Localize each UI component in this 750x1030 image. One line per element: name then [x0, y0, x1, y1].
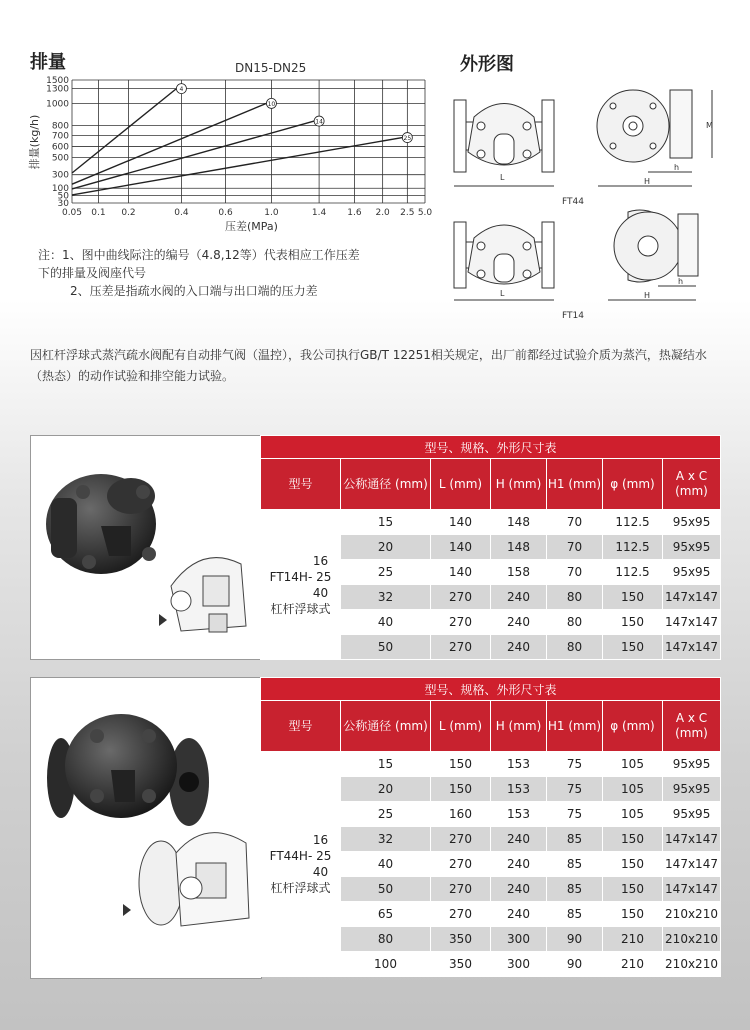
column-header: φ (mm): [603, 459, 663, 510]
table-cell: 25: [341, 802, 431, 827]
table-cell: 25: [341, 560, 431, 585]
table-cell: 95x95: [663, 510, 721, 535]
x-tick-label: 1.4: [311, 208, 327, 218]
table-cell: 300: [491, 927, 547, 952]
table-cell: 20: [341, 777, 431, 802]
column-header: 公称通径 (mm): [341, 459, 431, 510]
table-cell: 210x210: [663, 902, 721, 927]
table-cell: 147x147: [663, 585, 721, 610]
table-cell: 147x147: [663, 852, 721, 877]
table-cell: 210: [603, 927, 663, 952]
table-cell: 270: [431, 610, 491, 635]
ft44-dim-M: M: [706, 121, 713, 130]
y-tick-label: 500: [51, 153, 69, 164]
model-line: 16: [312, 833, 329, 847]
table-cell: 90: [547, 952, 603, 977]
y-tick-label: 1300: [46, 84, 69, 95]
table-cell: 150: [431, 752, 491, 777]
column-header: H1 (mm): [547, 701, 603, 752]
ft14-product-illustration: [31, 436, 261, 659]
ft44-product-illustration: [31, 678, 261, 978]
table-cell: 270: [431, 827, 491, 852]
table-cell: 95x95: [663, 560, 721, 585]
ft44-spec-table: [260, 677, 721, 977]
x-tick-label: 0.05: [61, 208, 83, 218]
table-cell: 148: [491, 535, 547, 560]
y-tick-label: 50: [57, 191, 69, 202]
x-axis-label: 压差(MPa): [225, 220, 278, 233]
table-cell: 240: [491, 827, 547, 852]
series-line-4: [72, 89, 176, 173]
table-cell: 240: [491, 585, 547, 610]
table-cell: 270: [431, 877, 491, 902]
table-cell: 70: [547, 510, 603, 535]
y-tick-label: 600: [51, 142, 69, 153]
y-axis-label: 排量(kg/h): [28, 114, 41, 170]
table-cell: 240: [491, 902, 547, 927]
table-cell: 153: [491, 777, 547, 802]
table-cell: 20: [341, 535, 431, 560]
discharge-title: 排量: [30, 52, 66, 73]
table-cell: 140: [431, 510, 491, 535]
table-cell: 210: [603, 952, 663, 977]
table-cell: 80: [547, 610, 603, 635]
y-tick-label: 1500: [46, 76, 69, 86]
table-cell: 210x210: [663, 952, 721, 977]
table-cell: 350: [431, 952, 491, 977]
ft44-photo-panel: [30, 677, 262, 979]
x-tick-label: 0.4: [174, 208, 189, 218]
table-cell: 105: [603, 802, 663, 827]
model-line: 40: [312, 865, 329, 879]
table-cell: 85: [547, 852, 603, 877]
table-cell: 140: [431, 560, 491, 585]
table-cell: 105: [603, 752, 663, 777]
ft44-spec-table-wrap: [260, 677, 720, 977]
outline-drawings: [448, 82, 738, 322]
ft14-dim-H: H: [644, 291, 651, 300]
table-cell: 112.5: [603, 510, 663, 535]
table-cell: 112.5: [603, 560, 663, 585]
table-cell: 147x147: [663, 877, 721, 902]
x-tick-label: 5.0: [417, 208, 433, 218]
table-cell: 65: [341, 902, 431, 927]
column-header: 型号: [261, 701, 341, 752]
table-cell: 150: [603, 902, 663, 927]
ft14-spec-table-wrap: [260, 435, 720, 660]
table-cell: 240: [491, 635, 547, 660]
discharge-chart-svg: [20, 58, 440, 243]
ft14-photo-panel: [30, 435, 262, 660]
x-tick-label: 2.5: [400, 208, 415, 218]
model-line: FT14H- 25: [269, 569, 332, 584]
table-cell: 32: [341, 585, 431, 610]
table-cell: 350: [431, 927, 491, 952]
table-cell: 105: [603, 777, 663, 802]
table-cell: 300: [491, 952, 547, 977]
x-tick-label: 0.2: [121, 208, 136, 218]
x-tick-label: 2.0: [375, 208, 390, 218]
ft44-dim-L: L: [500, 173, 505, 182]
column-header: 型号: [261, 459, 341, 510]
table-cell: 40: [341, 852, 431, 877]
table-cell: 112.5: [603, 535, 663, 560]
table-cell: 15: [341, 752, 431, 777]
column-header: L (mm): [431, 701, 491, 752]
table-cell: 140: [431, 535, 491, 560]
table-cell: 80: [341, 927, 431, 952]
column-header: A x C (mm): [663, 701, 721, 752]
x-tick-label: 1.0: [264, 208, 279, 218]
note-line-3: 2、压差是指疏水阀的入口端与出口端的压力差: [70, 284, 318, 298]
ft14-product-block: [30, 435, 720, 660]
model-line: 杠杆浮球式: [270, 881, 331, 895]
ft44-label: FT44: [562, 197, 584, 207]
model-cell: [261, 752, 341, 977]
series-label-4: 4: [179, 86, 184, 94]
x-tick-label: 0.6: [218, 208, 233, 218]
table-caption: 型号、规格、外形尺寸表: [261, 678, 721, 701]
y-tick-label: 800: [51, 121, 69, 132]
table-cell: 40: [341, 610, 431, 635]
model-line: 16: [312, 553, 329, 568]
column-header: φ (mm): [603, 701, 663, 752]
x-tick-label: 0.1: [91, 208, 106, 218]
x-tick-label: 1.6: [347, 208, 362, 218]
chart-notes: [38, 246, 438, 300]
series-label-14: 14: [315, 118, 323, 126]
table-cell: 150: [603, 827, 663, 852]
model-line: 40: [312, 585, 329, 600]
table-cell: 95x95: [663, 802, 721, 827]
table-cell: 80: [547, 635, 603, 660]
model-line: FT44H- 25: [269, 849, 332, 863]
ft44-dim-H: H: [644, 177, 651, 186]
ft44-dim-h: h: [674, 163, 680, 172]
column-header: H1 (mm): [547, 459, 603, 510]
table-cell: 150: [603, 585, 663, 610]
ft14-spec-table: [260, 435, 721, 660]
y-tick-label: 1000: [46, 99, 69, 110]
table-cell: 15: [341, 510, 431, 535]
series-line-14: [72, 121, 314, 189]
table-cell: 150: [431, 777, 491, 802]
chart-title: DN15-DN25: [235, 61, 307, 75]
table-cell: 75: [547, 752, 603, 777]
table-cell: 85: [547, 877, 603, 902]
table-cell: 147x147: [663, 827, 721, 852]
y-tick-label: 100: [51, 184, 69, 195]
table-row: [261, 752, 721, 777]
note-line-1: 注：1、图中曲线际注的编号（4.8,12等）代表相应工作压差: [38, 248, 360, 262]
y-tick-label: 700: [51, 131, 69, 142]
outline-title: 外形图: [460, 54, 514, 75]
ft14-dim-L: L: [500, 289, 505, 298]
table-cell: 50: [341, 635, 431, 660]
table-cell: 270: [431, 585, 491, 610]
table-cell: 85: [547, 902, 603, 927]
table-cell: 75: [547, 777, 603, 802]
column-header: A x C (mm): [663, 459, 721, 510]
model-cell: [261, 510, 341, 660]
column-header: L (mm): [431, 459, 491, 510]
table-cell: 150: [603, 635, 663, 660]
ft14-dim-h: h: [678, 277, 684, 286]
table-cell: 150: [603, 610, 663, 635]
table-cell: 148: [491, 510, 547, 535]
column-header: H (mm): [491, 459, 547, 510]
table-cell: 95x95: [663, 777, 721, 802]
table-cell: 158: [491, 560, 547, 585]
table-row: [261, 510, 721, 535]
ft14-label: FT14: [562, 311, 584, 321]
outline-drawings-svg: [448, 82, 738, 322]
ft14-side-view: [608, 210, 698, 300]
table-cell: 210x210: [663, 927, 721, 952]
table-cell: 270: [431, 635, 491, 660]
table-cell: 100: [341, 952, 431, 977]
table-cell: 153: [491, 752, 547, 777]
y-tick-label: 30: [57, 199, 69, 209]
table-cell: 90: [547, 927, 603, 952]
table-cell: 80: [547, 585, 603, 610]
ft44-product-block: [30, 677, 720, 979]
table-cell: 50: [341, 877, 431, 902]
discharge-chart: [20, 58, 440, 243]
table-cell: 240: [491, 852, 547, 877]
table-cell: 270: [431, 852, 491, 877]
ft44-side-view: [597, 90, 712, 186]
table-cell: 150: [603, 877, 663, 902]
table-cell: 160: [431, 802, 491, 827]
table-cell: 150: [603, 852, 663, 877]
column-header: H (mm): [491, 701, 547, 752]
intro-paragraph: 因杠杆浮球式蒸汽疏水阀配有自动排气阀（温控），我公司执行GB/T 12251相关规定，出厂前都经过试验介质为蒸汽，热凝结水（热态）的动作试验和排空能力试验。: [30, 348, 707, 383]
table-cell: 32: [341, 827, 431, 852]
table-cell: 95x95: [663, 752, 721, 777]
table-cell: 240: [491, 877, 547, 902]
table-cell: 270: [431, 902, 491, 927]
table-cell: 85: [547, 827, 603, 852]
table-cell: 70: [547, 535, 603, 560]
y-tick-label: 300: [51, 170, 69, 181]
table-cell: 75: [547, 802, 603, 827]
table-cell: 153: [491, 802, 547, 827]
table-cell: 147x147: [663, 610, 721, 635]
model-line: 杠杆浮球式: [270, 601, 331, 616]
table-cell: 147x147: [663, 635, 721, 660]
table-caption: 型号、规格、外形尺寸表: [261, 436, 721, 459]
table-cell: 95x95: [663, 535, 721, 560]
series-line-10: [72, 103, 266, 184]
series-label-25: 25: [403, 135, 412, 143]
note-line-2: 下的排量及阀座代号: [38, 266, 147, 280]
table-cell: 70: [547, 560, 603, 585]
series-label-10: 10: [267, 100, 276, 108]
table-cell: 240: [491, 610, 547, 635]
column-header: 公称通径 (mm): [341, 701, 431, 752]
